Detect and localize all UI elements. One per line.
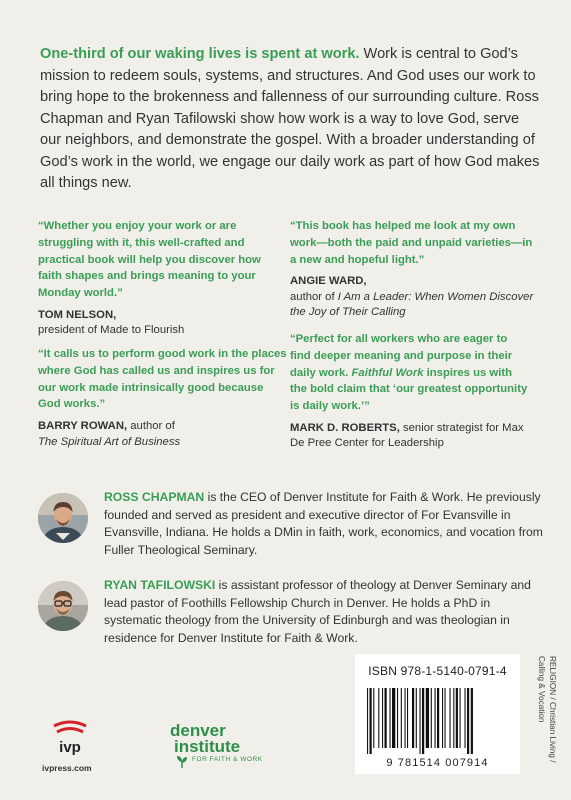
barcode-bar (450, 688, 451, 748)
quote-text-start: “Perfect for all workers who are eager to find deeper meaning and purpose in their daily work. (290, 333, 513, 379)
book-title: The Spiritual Art of Business (38, 435, 181, 448)
barcode-bar (467, 688, 469, 754)
barcode-bar (370, 688, 372, 754)
quote-author-role: president of Made to Flourish (38, 324, 185, 337)
endorsement-mark-roberts (290, 331, 530, 452)
bio-name: RYAN TAFILOWSKI (104, 578, 216, 592)
barcode-bar (422, 688, 424, 754)
barcode-bar (412, 688, 414, 748)
person-photo-icon (38, 581, 88, 631)
quote-author-line (290, 421, 530, 452)
barcode-bar (431, 688, 432, 748)
barcode-bar (382, 688, 383, 748)
quote-text: “Whether you enjoy your work or are struggling with it, this well-crafted and practical book will help you discover how faith shapes and brings meaning to your Monday world.” (38, 220, 261, 300)
ivp-logo-icon (50, 718, 90, 758)
role-prefix: author of (127, 420, 175, 433)
barcode-bar (420, 688, 421, 754)
role-prefix: author of (290, 290, 338, 303)
barcode-bar (390, 688, 391, 748)
bio-ross-chapman (104, 489, 544, 559)
endorsement-barry-rowan (38, 346, 288, 450)
quote-author-name: ANGIE WARD, (290, 275, 367, 288)
category-line-2: Calling & Vocation (537, 656, 546, 723)
logo-word-institute: institute (174, 737, 241, 756)
logo-tagline: FOR FAITH & WORK (192, 756, 263, 763)
barcode-bar (378, 688, 379, 748)
barcode-panel (355, 654, 520, 774)
barcode-bar (437, 688, 439, 748)
denver-institute-logo (170, 722, 290, 774)
ivp-logo-text: ivp (59, 739, 81, 756)
barcode-image (365, 688, 510, 754)
barcode-bar (373, 688, 374, 748)
person-photo-icon (38, 493, 88, 543)
barcode-bar (435, 688, 436, 748)
isbn-label: ISBN 978-1-5140-0791-4 (368, 664, 507, 678)
barcode-bar (453, 688, 454, 748)
quote-author-role: senior strategist for Max De Pree Center for Leadership (290, 421, 524, 450)
intro-lead: One-third of our waking lives is spent at work. (40, 46, 360, 62)
barcode-bar (407, 688, 408, 748)
barcode-bar (405, 688, 406, 748)
endorsement-angie-ward (290, 218, 535, 321)
quote-text (290, 331, 530, 415)
quote-text: “This book has helped me look at my own work—both the paid and unpaid varieties—in a new and hopeful light.” (290, 220, 533, 266)
barcode-bar (465, 688, 466, 748)
quote-author-role (290, 290, 535, 321)
ryan-tafilowski-photo (38, 581, 88, 631)
barcode-bar (416, 688, 417, 748)
ross-chapman-photo (38, 493, 88, 543)
barcode-digits: 9 781514 007914 (386, 757, 489, 769)
intro-body: Work is central to God’s mission to redeem souls, systems, and structures. And God uses our work to bring hope to the brokenness and fallenness of our surrounding culture. Ross Chapman and Ryan Tafilowski show how work is a way to love God, serve our neighbors, and demonstrate the gospel. With a broader understanding of God’s work in the world, we engage our daily work as part of how God makes all things new. (40, 46, 540, 191)
barcode-bar (397, 688, 398, 748)
intro-paragraph (40, 44, 540, 195)
publisher-url: ivpress.com (42, 763, 92, 773)
book-title: I Am a Leader: When Women Discover the Joy of Their Calling (290, 290, 534, 319)
quote-author-name: MARK D. ROBERTS, (290, 421, 400, 434)
barcode-bar (426, 688, 429, 748)
quote-author-line (38, 419, 288, 435)
barcode-bar (471, 688, 473, 754)
quote-author-name: TOM NELSON, (38, 308, 117, 321)
barcode-bar (445, 688, 446, 748)
category-label (522, 656, 558, 776)
bio-text: is assistant professor of theology at Denver Seminary and lead pastor of Foothills Fellowship Church in Denver. He holds a PhD in systematic theology from the University of Edinburgh and was theologian in residence for Denver Institute for Faith & Work. (104, 578, 531, 645)
endorsement-tom-nelson (38, 218, 270, 339)
category-line-1: RELIGION / Christian Living / (548, 656, 557, 763)
quote-text: “It calls us to perform good work in the places where God has called us and inspires us for our work made intrinsically good because God works.” (38, 348, 287, 411)
quote-author-name: BARRY ROWAN, (38, 420, 128, 433)
leaf-icon (176, 755, 188, 769)
barcode-bar (367, 688, 368, 754)
barcode-bar (392, 688, 395, 748)
quote-book-title: Faithful Work (351, 366, 424, 379)
bio-name: ROSS CHAPMAN (104, 490, 205, 504)
quote-text-end: inspires us with the bold claim that ‘our greatest opportunity is daily work.’” (290, 366, 528, 413)
logo-word-denver: denver (170, 721, 226, 740)
bio-text: is the CEO of Denver Institute for Faith & Work. He previously founded and served as president and executive director of For Evansville in Evansville, Indiana. He holds a DMin in faith, work, economics, and vocation from Fuller Theological Seminary. (104, 490, 543, 557)
barcode-bar (401, 688, 402, 748)
barcode-bar (385, 688, 387, 748)
barcode-bar (442, 688, 443, 748)
bio-ryan-tafilowski (104, 577, 544, 647)
barcode-bar (456, 688, 458, 748)
barcode-bar (460, 688, 461, 748)
